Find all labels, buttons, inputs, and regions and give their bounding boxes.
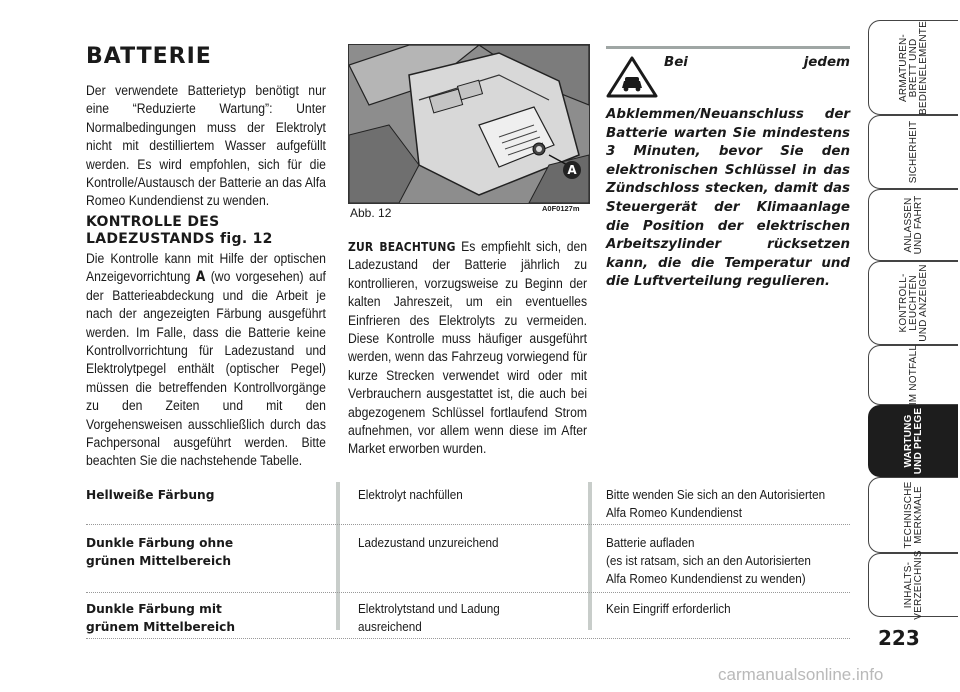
body-text-part2: (wo vorgesehen) auf der Batterieabdeckung und die Arbeit je nach der angezeigten Färbung ausgeführt werden. Im Falle, dass die Batterie keine Kontrollvorrichtung für Ladezustand und Elektrolytpegel enthält (optischer Pegel) müssen die betreffenden Kontrollvorgänge zu den Zeiten und mit den Vorgehensweisen ausschließlich durch das Fachpersonal ausgeführt werden. Bitte beachten Sie die nachstehende Tabelle.: [86, 269, 326, 470]
body-text-part1: Die Kontrolle kann mit Hilfe der optischen Anzeigevorrichtung: [86, 251, 326, 286]
battery-figure: [348, 44, 590, 204]
tab-armaturenbrett[interactable]: [868, 20, 958, 115]
table-cell-color: Dunkle Färbung mit grünem Mittelbereich: [86, 602, 236, 634]
table-cell-status: Ladezustand unzureichend: [358, 535, 499, 550]
note-text: [348, 238, 587, 459]
section-heading-line2: LADEZUSTANDS fig. 12: [86, 231, 273, 247]
warning-box: [606, 54, 850, 292]
table-cell-status: Elektrolytstand und Ladung ausreichend: [358, 601, 500, 634]
tab-kontrollleuchten[interactable]: [868, 261, 958, 345]
chapter-sidebar: [868, 0, 960, 692]
table-cell-action: Bitte wenden Sie sich an den Autorisierten Alfa Romeo Kundendienst: [606, 487, 826, 520]
table-cell-action: Batterie aufladen (es ist ratsam, sich an den Autorisierten Alfa Romeo Kundendienst zu wenden): [606, 535, 811, 586]
tab-sicherheit[interactable]: [868, 115, 958, 189]
table-cell-color: Hellweiße Färbung: [86, 488, 215, 502]
note-lead: ZUR BEACHTUNG: [348, 239, 456, 254]
table-cell-status: Elektrolyt nachfüllen: [358, 487, 463, 502]
intro-text: Der verwendete Batterietyp benötigt nur eine “Reduzierte Wartung”: Unter Normalbedingungen muss der Elektrolyt nicht mit destilliertem Wasser aufgefüllt werden. Es wird empfohlen, sich für die Kontrolle/Austausch der Batterie an das Alfa Romeo Kundendienst zu wenden.: [86, 83, 326, 210]
page-title: BATTERIE: [86, 44, 212, 69]
tab-label: ANLASSEN UND FAHRT: [902, 195, 924, 255]
warning-text: Bei jedem Abklemmen/Neuanschluss der Batterie warten Sie mindestens 3 Minuten, bevor Sie den elektronischen Schlüssel in das Zündschloss stecken, damit das Steuergerät der Klimaanlage die Position der elektrischen Arbeitszylinder rücksetzen kann, die die Temperatur und die Luftverteilung regulieren.: [606, 55, 850, 290]
table-cell-action: Kein Eingriff erforderlich: [606, 601, 731, 616]
table-row: [86, 486, 850, 524]
tab-label: KONTROLL- LEUCHTEN UND ANZEIGEN: [897, 264, 929, 342]
watermark: carmanualsonline.info: [718, 665, 884, 684]
tab-label: IM NOTFALL: [907, 344, 919, 406]
figure-caption: Abb. 12: [350, 206, 392, 220]
section-heading-line1: KONTROLLE DES: [86, 214, 220, 230]
section-heading: [86, 214, 273, 248]
table-cell-color: Dunkle Färbung ohne grünen Mittelbereich: [86, 536, 234, 568]
tab-wartung[interactable]: [868, 405, 958, 477]
intro-paragraph: [86, 82, 326, 211]
tab-label: WARTUNG UND PFLEGE: [902, 407, 924, 475]
page-number: 223: [878, 626, 920, 650]
tab-label: TECHNISCHE MERKMALE: [902, 481, 924, 549]
body-text: [86, 250, 326, 471]
figure-marker-a: A: [563, 161, 581, 179]
body-paragraph: [86, 250, 326, 471]
battery-illustration: [349, 45, 589, 203]
tab-label: ARMATUREN- BRETT UND BEDIENELEMENTE: [897, 20, 929, 115]
note-body: Es empfiehlt sich, den Ladezustand der Batterie jährlich zu kontrollieren, vorzugsweise zu Beginn der kalten Jahreszeit, um ein eventuelles Einfrieren des Elektrolyts zu vermeiden. Diese Kontrolle muss häufiger ausgeführt werden, wenn das Fahrzeug vorwiegend für kurze Strecken verwendet wird oder mit Verbrauchern ausgestattet ist, die auch bei abgezogenem Schlüssel fortlaufend Strom aufnehmen, vor allem wenn diese im After Market erworben wurden.: [348, 239, 588, 458]
tab-technische[interactable]: [868, 477, 958, 553]
tab-im-notfall[interactable]: [868, 345, 958, 405]
tab-label: SICHERHEIT: [907, 120, 919, 184]
figure-code: A0F0127m: [542, 204, 580, 213]
table-row: [86, 534, 850, 592]
tab-inhaltsverzeichnis[interactable]: [868, 550, 958, 620]
tab-label: INHALTS- VERZEICHNIS: [902, 550, 924, 620]
table-row: [86, 600, 850, 638]
tab-anlassen[interactable]: [868, 189, 958, 261]
note-paragraph: [348, 238, 587, 459]
warning-rule: [606, 46, 850, 49]
indicator-letter: A: [195, 269, 206, 286]
